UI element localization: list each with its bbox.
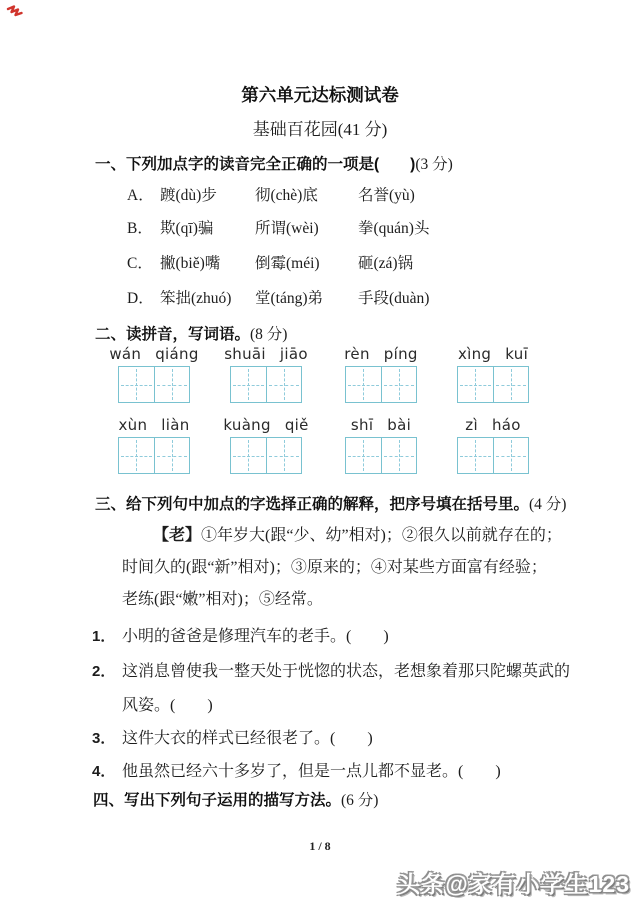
pinyin-syllable: jiāo (279, 345, 308, 363)
pinyin-label (224, 345, 308, 363)
pinyin-block-wanqiang (109, 345, 199, 403)
question-4-heading (93, 788, 378, 810)
grid-cell (231, 367, 266, 402)
watermark-text: 头条@家有小学生123 (397, 871, 630, 897)
pinyin-label (465, 416, 520, 434)
grid-cell (458, 438, 493, 473)
option-a-item-3: 名誉(yù) (358, 187, 415, 204)
pinyin-syllable: bài (387, 416, 412, 434)
option-a-item-1: 踱(dù)步 (160, 187, 217, 204)
pinyin-syllable: xìng (457, 345, 492, 363)
page-title: 第六单元达标测试卷 (241, 85, 399, 105)
grid-cell (119, 438, 154, 473)
pinyin-block-shuaijiao (224, 345, 308, 403)
q3-item-3 (92, 725, 373, 748)
grid-cell (493, 367, 529, 402)
grid-cell (346, 367, 381, 402)
red-corner-mark (6, 5, 24, 20)
question-4-score: (6 分) (341, 792, 379, 809)
grid-cell (266, 367, 302, 402)
option-d-item-1: 笨拙(zhuó) (160, 290, 232, 307)
pinyin-syllable: qiě (284, 416, 309, 434)
option-c-item-3: 砸(zá)锅 (358, 255, 414, 272)
pinyin-label (351, 416, 411, 434)
item-text: 小明的爸爸是修理汽车的老手。( ) (122, 628, 389, 645)
writing-grid (230, 366, 302, 403)
pinyin-block-shibai (345, 416, 417, 474)
pinyin-syllable: wán (109, 345, 142, 363)
writing-grid (345, 437, 417, 474)
definition-line-1 (153, 522, 562, 545)
writing-grid (457, 437, 529, 474)
writing-grid (230, 437, 302, 474)
question-3-score: (4 分) (529, 496, 567, 513)
option-a-label: A． (127, 187, 154, 204)
pinyin-label (223, 416, 308, 434)
pinyin-label (458, 345, 528, 363)
pinyin-block-xingkui (457, 345, 529, 403)
question-1-heading-text: 一、下列加点字的读音完全正确的一项是( ) (95, 156, 416, 173)
option-row-b (127, 219, 429, 239)
option-b-item-2: 所谓(wèi) (255, 220, 319, 237)
pinyin-block-xunlian (118, 416, 190, 474)
definition-text: ①年岁大(跟“少、幼”相对)；②很久以前就存在的； (201, 527, 562, 544)
writing-grid (457, 366, 529, 403)
item-number: 1． (92, 628, 116, 645)
writing-grid (118, 366, 190, 403)
pinyin-syllable: zì (465, 416, 478, 434)
question-1-heading (95, 152, 453, 174)
pinyin-label (109, 345, 198, 363)
option-b-item-3: 拳(quán)头 (358, 220, 430, 237)
grid-cell (154, 367, 190, 402)
item-text: 他虽然已经六十多岁了，但是一点儿都不显老。( ) (122, 763, 501, 780)
option-b-item-1: 欺(qī)骗 (160, 220, 214, 237)
section-subtitle: 基础百花园(41 分) (252, 120, 388, 139)
question-2-heading-text: 二、读拼音，写词语。 (95, 326, 251, 343)
option-row-d (127, 289, 429, 309)
item-number: 2． (92, 663, 116, 680)
grid-cell (154, 438, 190, 473)
question-3-heading-text: 三、给下列句中加点的字选择正确的解释，把序号填在括号里。 (95, 496, 530, 513)
definition-line-2: 时间久的(跟“新”相对)；③原来的；④对某些方面富有经验； (122, 559, 547, 576)
pinyin-syllable: shī (350, 416, 374, 434)
item-number: 3． (92, 730, 116, 747)
q3-item-4 (92, 758, 501, 781)
option-a-item-2: 彻(chè)底 (255, 187, 318, 204)
pinyin-syllable: qiáng (155, 345, 199, 363)
grid-cell (493, 438, 529, 473)
grid-cell (119, 367, 154, 402)
writing-grid (118, 437, 190, 474)
pinyin-syllable: kuī (505, 345, 529, 363)
definition-line-3: 老练(跟“嫩”相对)；⑤经常。 (122, 591, 323, 608)
q3-item-2-continuation: 风姿。( ) (122, 697, 213, 714)
writing-grid (345, 366, 417, 403)
q3-item-2 (92, 658, 570, 681)
grid-cell (346, 438, 381, 473)
option-row-c (127, 254, 413, 274)
question-4-heading-text: 四、写出下列句子运用的描写方法。 (93, 792, 342, 809)
pinyin-label (118, 416, 189, 434)
pinyin-syllable: liàn (161, 416, 190, 434)
question-3-heading (95, 492, 566, 514)
pinyin-block-zihao (457, 416, 529, 474)
item-text: 这件大衣的样式已经很老了。( ) (122, 730, 373, 747)
item-text: 这消息曾使我一整天处于恍惚的状态，老想象着那只陀螺英武的 (122, 663, 571, 680)
grid-cell (231, 438, 266, 473)
pinyin-syllable: háo (491, 416, 521, 434)
pinyin-block-kuangqie (223, 416, 309, 474)
option-d-item-3: 手段(duàn) (358, 290, 430, 307)
option-c-item-1: 撇(biě)嘴 (160, 255, 221, 272)
page-number: 1 / 8 (309, 839, 331, 853)
option-d-label: D． (127, 290, 154, 307)
grid-cell (381, 367, 417, 402)
pinyin-syllable: kuàng (223, 416, 271, 434)
pinyin-syllable: shuāi (224, 345, 266, 363)
question-2-heading (95, 322, 287, 344)
grid-cell (266, 438, 302, 473)
option-c-label: C． (127, 255, 153, 272)
grid-cell (381, 438, 417, 473)
definition-term: 【老】 (153, 527, 202, 544)
pinyin-syllable: rèn (344, 345, 370, 363)
grid-cell (458, 367, 493, 402)
pinyin-syllable: píng (383, 345, 418, 363)
item-number: 4． (92, 763, 116, 780)
option-row-a (127, 186, 415, 206)
pinyin-label (344, 345, 417, 363)
question-1-score: (3 分) (415, 156, 453, 173)
option-b-label: B． (127, 220, 153, 237)
pinyin-block-renping (344, 345, 418, 403)
option-d-item-2: 堂(táng)弟 (255, 290, 324, 307)
q3-item-1 (92, 623, 389, 646)
option-c-item-2: 倒霉(méi) (255, 255, 320, 272)
question-2-score: (8 分) (250, 326, 288, 343)
pinyin-syllable: xùn (118, 416, 148, 434)
